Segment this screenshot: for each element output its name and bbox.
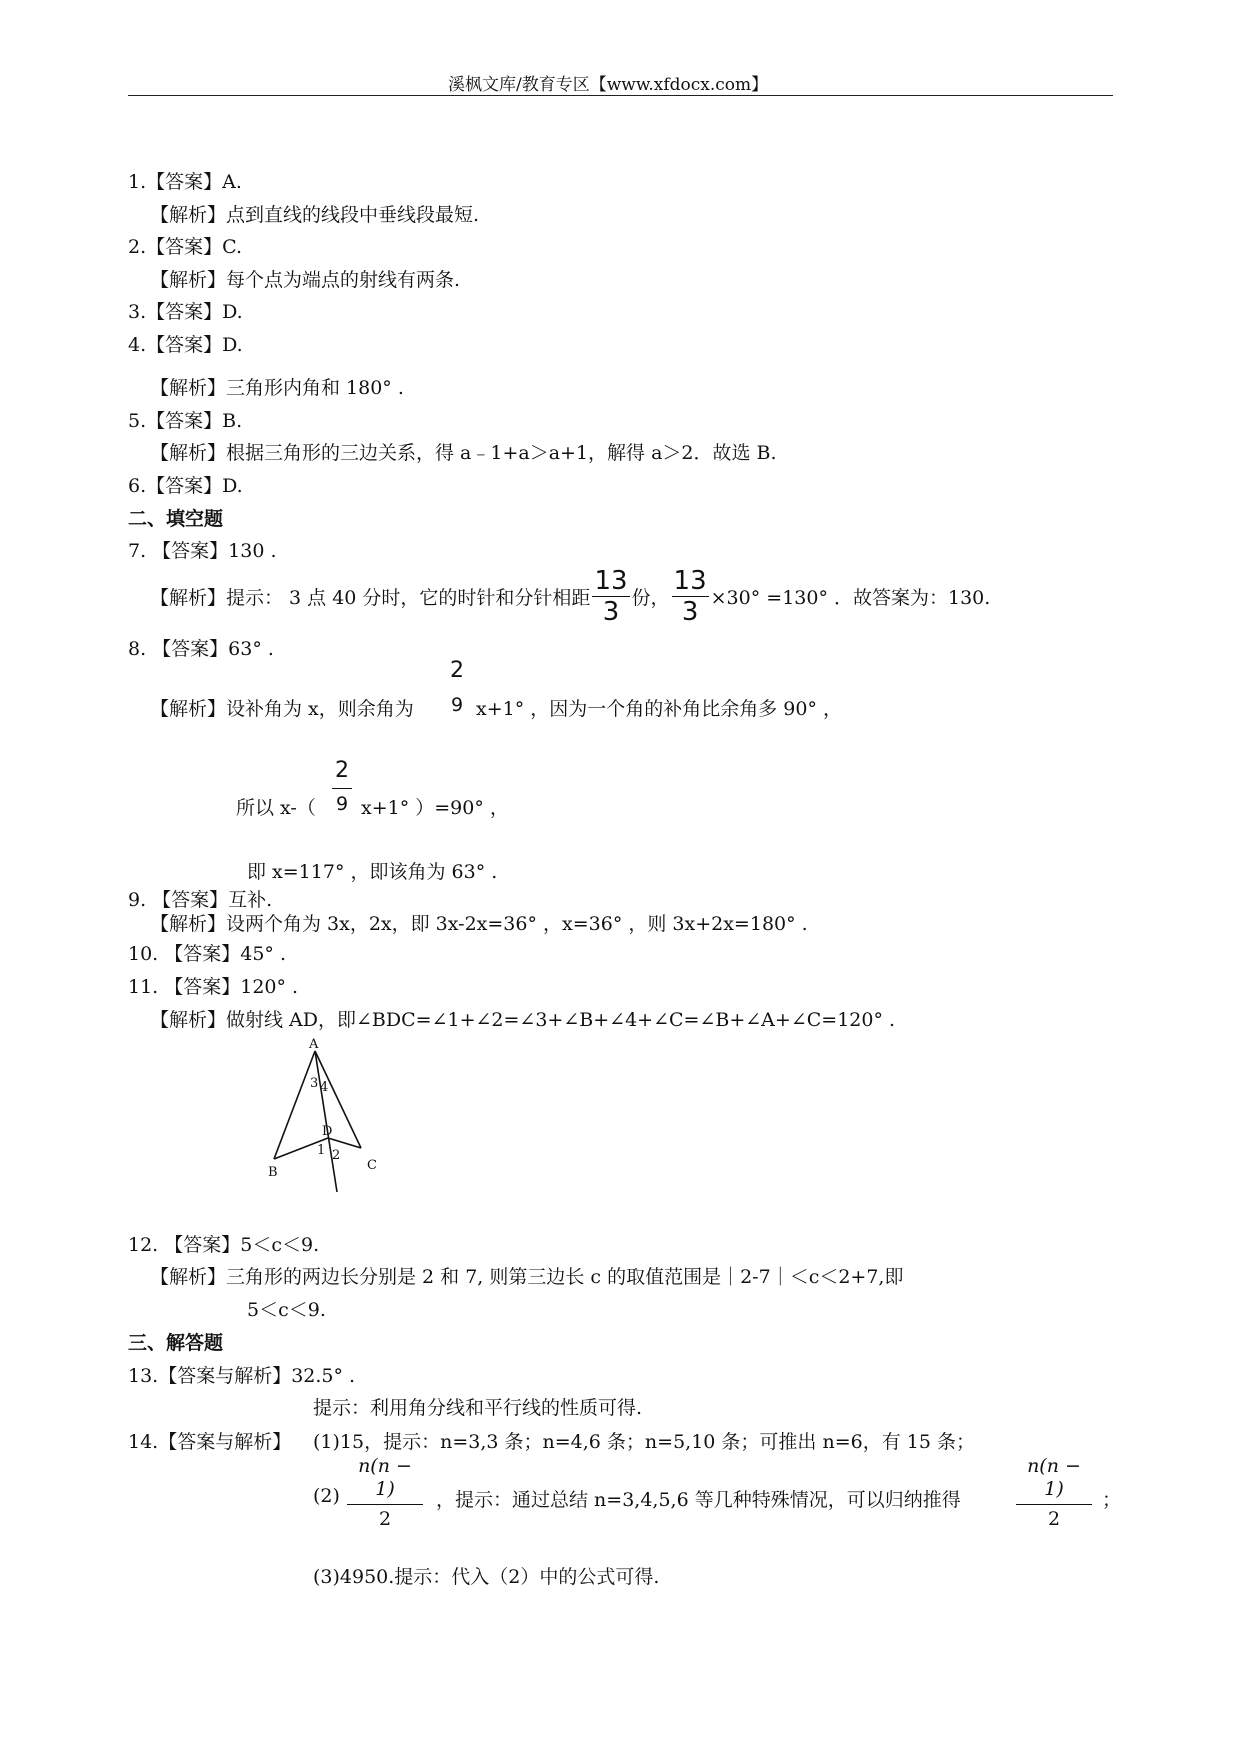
- q12-analysis: 【解析】三角形的两边长分别是 2 和 7, 则第三边长 c 的取值范围是｜2-7｜＜c＜2+7,即: [150, 1266, 904, 1288]
- q14-fraction-2-den: 2: [1047, 1507, 1061, 1530]
- q11-triangle-figure: [260, 1035, 400, 1197]
- q7-fraction-1-num: 13: [594, 565, 628, 596]
- q8-fraction-1-num: 2: [450, 658, 464, 683]
- q14-part3: (3)4950.提示：代入（2）中的公式可得.: [313, 1566, 660, 1588]
- q9-analysis: 【解析】设两个角为 3x，2x，即 3x-2x=36° ，x=36° ，则 3x+2x=180° .: [150, 913, 808, 935]
- q14-fraction-1: [347, 1455, 423, 1530]
- q8-fraction-1-den: 9: [450, 694, 464, 716]
- q13-answer: 13.【答案与解析】32.5° .: [128, 1365, 356, 1387]
- section-heading-fill-blank: 二、填空题: [128, 508, 224, 530]
- segment-cd: [328, 1138, 361, 1148]
- vertex-label-b: B: [268, 1165, 278, 1180]
- q8-fraction-2: [330, 760, 354, 814]
- q7-analysis-text-c: ×30° =130° ．故答案为：130.: [710, 586, 991, 609]
- q4-answer: 4.【答案】D.: [128, 334, 243, 356]
- q8-answer: 8. 【答案】63° .: [128, 638, 274, 660]
- q12-analysis-cont: 5＜c＜9.: [247, 1299, 326, 1321]
- q14-part1: (1)15，提示：n=3,3 条；n=4,6 条；n=5,10 条；可推出 n=6，有 15 条；: [313, 1431, 975, 1453]
- q8-fraction-2-den: [332, 788, 352, 789]
- q2-analysis: 【解析】每个点为端点的射线有两条.: [150, 269, 461, 291]
- q7-analysis: [150, 566, 990, 626]
- vertex-label-d: D: [322, 1124, 333, 1139]
- angle-label-4: 4: [320, 1080, 329, 1095]
- q14-fraction-2-bar: [1016, 1504, 1092, 1505]
- q13-hint: 提示：利用角分线和平行线的性质可得.: [313, 1397, 643, 1419]
- q9-answer: 9. 【答案】互补.: [128, 889, 273, 911]
- angle-label-1: 1: [317, 1143, 326, 1158]
- q7-fraction-2-num: 13: [673, 565, 707, 596]
- page-header: 溪枫文库/教育专区【www.xfdocx.com】: [448, 75, 769, 95]
- angle-label-2: 2: [332, 1148, 341, 1163]
- vertex-label-c: C: [367, 1158, 377, 1173]
- q14-part2-text: ，提示：通过总结 n=3,4,5,6 等几种特殊情况，可以归纳推得: [436, 1489, 961, 1511]
- q14-answer: 14.【答案与解析】: [128, 1431, 292, 1453]
- q14-fraction-1-bar: [347, 1504, 423, 1505]
- q8-analysis-a: 【解析】设补角为 x，则余角为: [150, 698, 414, 720]
- side-ab: [274, 1051, 315, 1159]
- q14-fraction-2-num: n(n − 1): [1027, 1455, 1081, 1500]
- q1-analysis: 【解析】点到直线的线段中垂线段最短.: [150, 204, 480, 226]
- section-heading-solutions: 三、解答题: [128, 1332, 224, 1354]
- q1-answer: 1.【答案】A.: [128, 171, 242, 193]
- q14-fraction-1-num: n(n − 1): [358, 1455, 412, 1500]
- q2-answer: 2.【答案】C.: [128, 236, 243, 258]
- q11-analysis: 【解析】做射线 AD，即∠BDC=∠1+∠2=∠3+∠B+∠4+∠C=∠B+∠A+∠C=120° .: [150, 1009, 896, 1031]
- q7-answer: 7. 【答案】130 .: [128, 540, 277, 562]
- q8-line2-a: 所以 x-（: [236, 797, 316, 819]
- q7-analysis-text-b: 份，: [631, 586, 670, 609]
- q14-part2-end: ；: [1102, 1489, 1122, 1511]
- q5-answer: 5.【答案】B.: [128, 410, 243, 432]
- angle-label-3: 3: [310, 1076, 319, 1091]
- ray-ad: [315, 1051, 337, 1192]
- header-divider: [128, 95, 1113, 96]
- q11-answer: 11. 【答案】120° .: [128, 976, 299, 998]
- q7-analysis-text-a: 【解析】提示： 3 点 40 分时，它的时针和分针相距: [150, 586, 591, 609]
- q4-analysis: 【解析】三角形内角和 180° .: [150, 377, 404, 399]
- q3-answer: 3.【答案】D.: [128, 301, 243, 323]
- q7-fraction-1: [592, 565, 629, 627]
- q7-fraction-2: [672, 565, 709, 627]
- q6-answer: 6.【答案】D.: [128, 475, 243, 497]
- q8-analysis-b: x+1° ，因为一个角的补角比余角多 90° ，: [476, 698, 843, 720]
- q14-fraction-2: [1016, 1455, 1092, 1530]
- q8-line3: 即 x=117° ，即该角为 63° .: [247, 861, 498, 883]
- q5-analysis: 【解析】根据三角形的三边关系，得 a﹣1+a＞a+1，解得 a＞2．故选 B.: [150, 442, 777, 464]
- q8-fraction-2-num: 2: [335, 758, 349, 783]
- q8-fraction-2-den-digit: 9: [335, 793, 349, 815]
- q8-line2-b: x+1° ）=90° ，: [361, 797, 509, 819]
- vertex-label-a: A: [309, 1037, 319, 1052]
- q14-part2-label: (2): [313, 1485, 340, 1507]
- q14-fraction-1-den: 2: [378, 1507, 392, 1530]
- q7-fraction-1-den: 3: [602, 596, 620, 627]
- q7-fraction-2-den: 3: [681, 596, 699, 627]
- q12-answer: 12. 【答案】5＜c＜9.: [128, 1234, 320, 1256]
- q10-answer: 10. 【答案】45° .: [128, 943, 287, 965]
- q8-fraction-1: [445, 660, 469, 715]
